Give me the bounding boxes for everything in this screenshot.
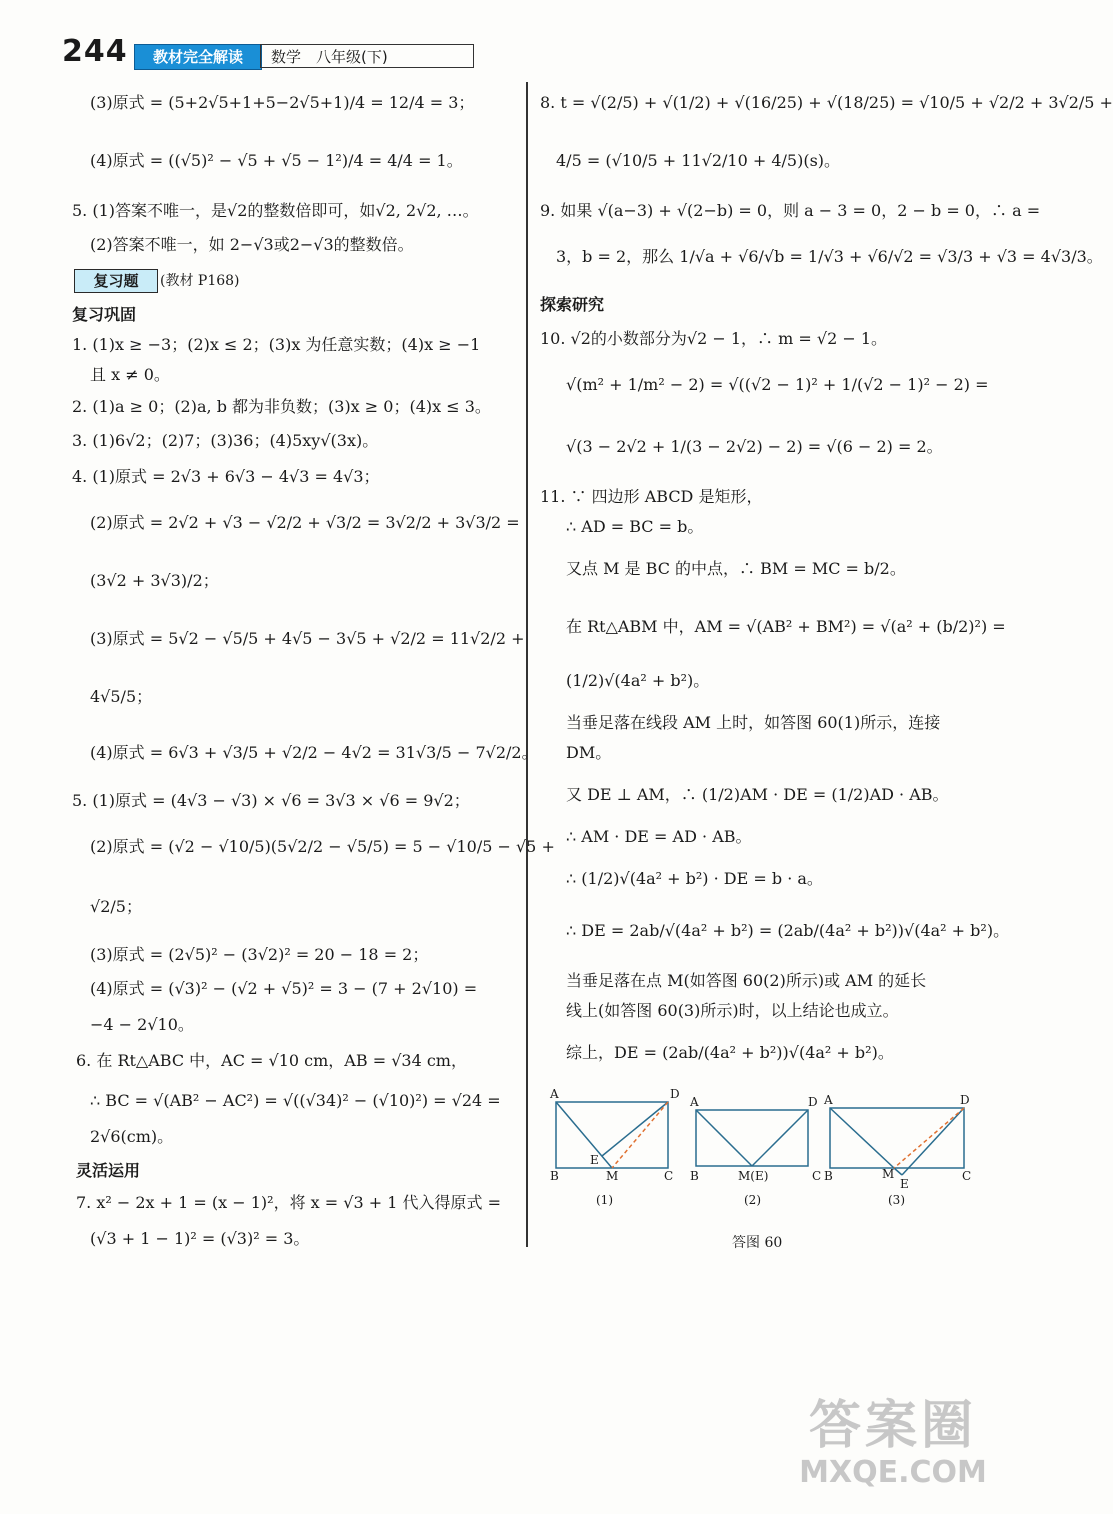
- label-d-3: D: [960, 1093, 970, 1107]
- label-e-1: E: [590, 1153, 599, 1167]
- text-line: √(3 − 2√2 + 1/(3 − 2√2) − 2) = √(6 − 2) = 2。: [566, 437, 943, 456]
- review-tag: 复习题: [74, 269, 158, 293]
- watermark-url: MXQE.COM: [799, 1455, 987, 1490]
- text-line: 10. √2的小数部分为√2 − 1，∴ m = √2 − 1。: [540, 329, 888, 348]
- label-c-1: C: [664, 1169, 674, 1183]
- segment-dm-1: [612, 1102, 668, 1168]
- text-line: (2)原式 = (√2 − √10/5)(5√2/2 − √5/5) = 5 − √10/5 − √5 +: [90, 837, 555, 856]
- text-line: 3，b = 2，那么 1/√a + √6/√b = 1/√3 + √6/√2 = √3/3 + √3 = 4√3/3。: [556, 247, 1103, 266]
- text-line: (4)原式 = ((√5)² − √5 + √5 − 1²)/4 = 4/4 = 1。: [90, 151, 463, 170]
- segment-de-3: [902, 1108, 964, 1175]
- text-line: ∴ BC = √(AB² − AC²) = √((√34)² − (√10)²) = √24 =: [90, 1091, 501, 1110]
- text-line: 7. x² − 2x + 1 = (x − 1)²，将 x = √3 + 1 代入得原式 =: [76, 1193, 501, 1212]
- sub-caption-3: (3): [888, 1193, 905, 1207]
- text-line: (4)原式 = (√3)² − (√2 + √5)² = 3 − (7 + 2√10) =: [90, 979, 478, 998]
- text-line: 4/5 = (√10/5 + 11√2/10 + 4/5)(s)。: [556, 151, 841, 170]
- text-line: √2/5；: [90, 897, 142, 916]
- label-a-2: A: [690, 1095, 699, 1109]
- text-line: 又 DE ⊥ AM，∴ (1/2)AM · DE = (1/2)AD · AB。: [566, 785, 949, 804]
- label-m-3: M: [882, 1167, 895, 1181]
- watermark: [798, 1396, 988, 1506]
- text-line: ∴ AD = BC = b。: [566, 517, 704, 536]
- section-title-consolidate: 复习巩固: [72, 305, 137, 324]
- label-d-2: D: [808, 1095, 818, 1109]
- rect-abcd-3: [830, 1108, 964, 1168]
- sub-caption-1: (1): [596, 1193, 613, 1207]
- text-line: 2. (1)a ≥ 0；(2)a, b 都为非负数；(3)x ≥ 0；(4)x ≤ 3。: [72, 397, 491, 416]
- segment-am-1: [556, 1102, 612, 1168]
- page-number: 244: [62, 34, 128, 69]
- text-line: ∴ (1/2)√(4a² + b²) · DE = b · a。: [566, 869, 823, 888]
- text-line: 当垂足落在线段 AM 上时，如答图 60(1)所示，连接: [566, 713, 941, 732]
- text-line: (√3 + 1 − 1)² = (√3)² = 3。: [90, 1229, 310, 1248]
- text-line: 当垂足落在点 M(如答图 60(2)所示)或 AM 的延长: [566, 971, 927, 990]
- text-line: DM。: [566, 743, 612, 762]
- text-line: 2√6(cm)。: [90, 1127, 174, 1146]
- label-a-1: A: [550, 1087, 559, 1101]
- text-line: 5. (1)原式 = (4√3 − √3) × √6 = 3√3 × √6 = 9√2；: [72, 791, 470, 810]
- text-line: 11. ∵ 四边形 ABCD 是矩形，: [540, 487, 763, 506]
- text-line: 线上(如答图 60(3)所示)时，以上结论也成立。: [566, 1001, 899, 1020]
- segment-am-3: [830, 1108, 894, 1168]
- label-a-3: A: [824, 1093, 833, 1107]
- segment-am-extension-3: [894, 1168, 902, 1175]
- text-line: (2)原式 = 2√2 + √3 − √2/2 + √3/2 = 3√2/2 + 3√3/2 =: [90, 513, 520, 532]
- text-line: ∴ DE = 2ab/√(4a² + b²) = (2ab/(4a² + b²))√(4a² + b²)。: [566, 921, 1010, 940]
- figure-caption: 答图 60: [732, 1235, 783, 1251]
- section-title-apply: 灵活运用: [76, 1161, 141, 1180]
- segment-dm-2: [752, 1110, 808, 1166]
- book-title-badge: 教材完全解读: [134, 44, 262, 70]
- text-line: 1. (1)x ≥ −3；(2)x ≤ 2；(3)x 为任意实数；(4)x ≥ −1: [72, 335, 481, 354]
- text-line: −4 − 2√10。: [90, 1015, 194, 1034]
- text-line: (1/2)√(4a² + b²)。: [566, 671, 710, 690]
- rect-abcd-1: [556, 1102, 668, 1168]
- label-d-1: D: [670, 1087, 680, 1101]
- text-line: (4)原式 = 6√3 + √3/5 + √2/2 − 4√2 = 31√3/5 − 7√2/2。: [90, 743, 538, 762]
- text-line: 3. (1)6√2；(2)7；(3)36；(4)5xy√(3x)。: [72, 431, 379, 450]
- segment-am-2: [696, 1110, 752, 1166]
- review-tag-note: (教材 P168): [160, 273, 240, 289]
- section-title-explore: 探索研究: [540, 295, 605, 314]
- subject-label: 数学 八年级(下): [260, 44, 474, 68]
- column-divider: [526, 82, 528, 1247]
- text-line: ∴ AM · DE = AD · AB。: [566, 827, 752, 846]
- segment-de-1: [602, 1102, 668, 1156]
- text-line: 又点 M 是 BC 的中点，∴ BM = MC = b/2。: [566, 559, 906, 578]
- segment-dm-3: [894, 1108, 964, 1168]
- rect-abcd-2: [696, 1110, 808, 1166]
- text-line: (3)原式 = (2√5)² − (3√2)² = 20 − 18 = 2；: [90, 945, 429, 964]
- text-line: 4√5/5；: [90, 687, 153, 706]
- text-line: √(m² + 1/m² − 2) = √((√2 − 1)² + 1/(√2 − 1)² − 2) =: [566, 375, 989, 394]
- watermark-logo: 答案圈: [808, 1396, 977, 1456]
- label-me-2: M(E): [738, 1169, 769, 1183]
- text-line: 9. 如果 √(a−3) + √(2−b) = 0，则 a − 3 = 0，2 − b = 0，∴ a =: [540, 201, 1041, 220]
- label-c-2: C: [812, 1169, 822, 1183]
- text-line: 5. (1)答案不唯一，是√2的整数倍即可，如√2, 2√2, …。: [72, 201, 479, 220]
- text-line: 4. (1)原式 = 2√3 + 6√3 − 4√3 = 4√3；: [72, 467, 380, 486]
- text-line: 且 x ≠ 0。: [90, 365, 170, 384]
- text-line: 综上，DE = (2ab/(4a² + b²))√(4a² + b²)。: [566, 1043, 894, 1062]
- text-line: 8. t = √(2/5) + √(1/2) + √(16/25) + √(18/25) = √10/5 + √2/2 + 3√2/5 +: [540, 93, 1113, 112]
- text-line: 6. 在 Rt△ABC 中，AC = √10 cm，AB = √34 cm，: [76, 1051, 467, 1070]
- text-line: (3)原式 = (5+2√5+1+5−2√5+1)/4 = 12/4 = 3；: [90, 93, 475, 112]
- label-b-1: B: [550, 1169, 559, 1183]
- label-b-2: B: [690, 1169, 699, 1183]
- text-line: (2)答案不唯一，如 2−√3或2−√3的整数倍。: [90, 235, 414, 254]
- label-b-3: B: [824, 1169, 833, 1183]
- text-line: (3)原式 = 5√2 − √5/5 + 4√5 − 3√5 + √2/2 = 11√2/2 +: [90, 629, 525, 648]
- label-e-3: E: [900, 1177, 909, 1191]
- sub-caption-2: (2): [744, 1193, 761, 1207]
- label-m-1: M: [606, 1169, 619, 1183]
- figure-60: [540, 1082, 980, 1272]
- label-c-3: C: [962, 1169, 972, 1183]
- text-line: 在 Rt△ABM 中，AM = √(AB² + BM²) = √(a² + (b/2)²) =: [566, 617, 1006, 636]
- text-line: (3√2 + 3√3)/2；: [90, 571, 219, 590]
